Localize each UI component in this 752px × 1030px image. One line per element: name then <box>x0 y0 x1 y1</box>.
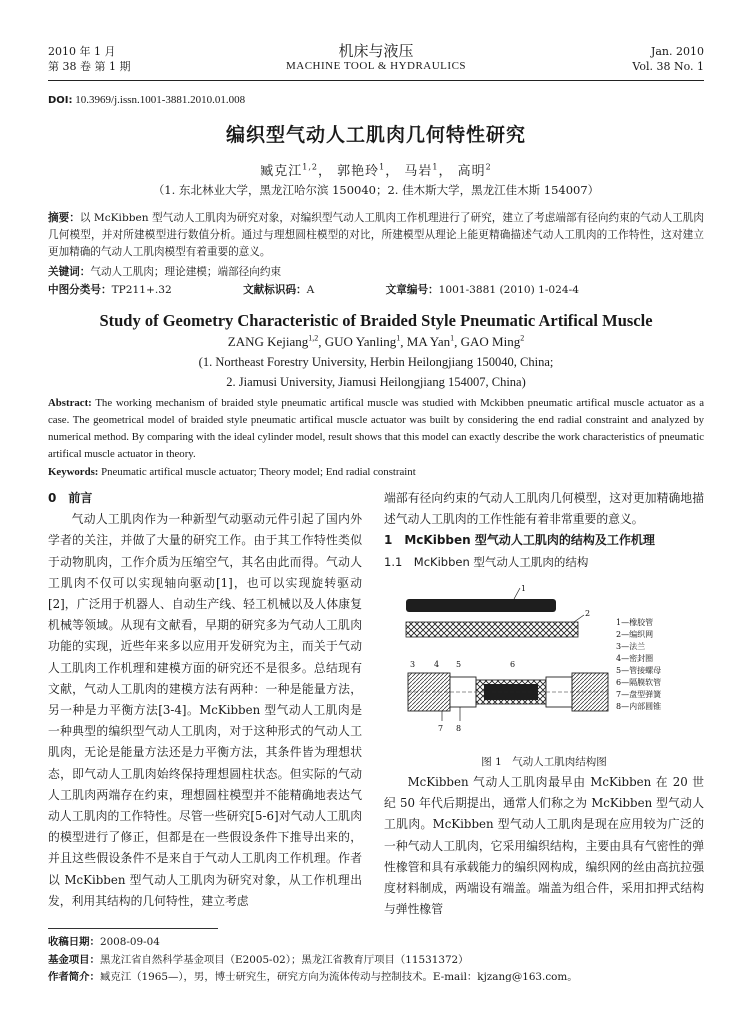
abstract-cn-label: 摘要： <box>48 212 80 224</box>
legend-item: 7—盘型弹簧 <box>616 690 662 699</box>
legend-item: 2—编织网 <box>616 630 654 639</box>
section-0-paragraph: 气动人工肌肉作为一种新型气动驱动元件引起了国内外学者的关注，并做了大量的研究工作。由于其工作特性类似于动物肌肉，工作介质为压缩空气，其名由此而得。气动人工肌肉不仅可以实现轴向驱动[1]，也可以实现旋转驱动[2]，广泛用于机器人、自动生产线、轻工机械以及人体康复机械等领域。从现有文献看，早期的研究多为气动人工肌肉功能的实现，近些年来多以应用开发研究为主，而关于气动人工肌肉工作机理和建模方面的研究还不是很多。总结现有文献，气动人工肌肉的建模方法有两种：一种是能量方法，另一种是力平衡方法[3-4]。McKibben 型气动人工肌肉是一种典型的编织型气动人工肌肉，对于这种形式的气动人工肌肉，无论是能量方法还是力平衡方法，其条件皆为理想状态，即气动人工肌肉始终保持理想圆柱状态。但实际的气动人工肌肉两端存在约束，理想圆柱模型并不能精确地表达气动人工肌肉的工作特性。尽管一些研究[5-6]对气动人工肌肉的模型进行了修正，但都是在一些假设条件下推导出来的，并且这些假设条件不是来自于气动人工肌肉工作机理。作者以 McKibben 型气动人工肌肉为研究对象，从工作机理出发，利用其结构的几何特性，建立考虑 <box>48 512 362 908</box>
author-cn: 高明$^2$ <box>457 162 492 179</box>
callout-4: 4 <box>434 660 440 669</box>
callout-2: 2 <box>585 609 591 618</box>
footnote-rule <box>48 928 218 929</box>
figure-1-caption: 图 1 气动人工肌肉结构图 <box>481 756 607 768</box>
abstract-cn <box>48 210 704 261</box>
author-en: GAO Ming$^2$ <box>460 334 525 350</box>
legend-item: 5—管接螺母 <box>616 666 662 675</box>
section-0-heading: 0 前言 <box>48 491 93 505</box>
author-cn: 郭艳玲$^1$ <box>337 162 386 179</box>
journal-name-cn: 机床与液压 <box>338 42 414 60</box>
callout-3: 3 <box>410 660 416 669</box>
author-cn: 马岩$^1$ <box>404 162 439 179</box>
assembled-muscle-drawing <box>408 673 608 711</box>
article-number: 文章编号：1001-3881 (2010) 1-024-4 <box>385 284 579 296</box>
header-rule <box>48 80 704 81</box>
keywords-cn <box>48 264 281 279</box>
issue-date-cn: 2010 年 1 月 <box>48 45 116 58</box>
section-1-1-paragraph: McKibben 气动人工肌肉最早由 McKibben 在 20 世纪 50 年代后期提出，通常人们称之为 McKibben 型气动人工肌肉。McKibben 型气动人工肌肉是现在应用较为广泛的一种气动人工肌肉，它采用编织结构，主要由具有气密性的弹性橡管和具有承载能力的编织网构成，编织网的丝由高抗拉强度材料制成，两端设有端盖。端盖为组合件，采用扣押式结构与弹性橡管 <box>384 775 704 917</box>
author-en: ZANG Kejiang$^{1,2}$ <box>227 334 319 350</box>
journal-name-en: MACHINE TOOL & HYDRAULICS <box>285 60 467 72</box>
figure-1-muscle-structure <box>384 585 704 760</box>
volume-issue-en: Vol. 38 No. 1 <box>632 60 704 73</box>
abstract-cn-text: 以 McKibben 型气动人工肌肉为研究对象，对编织型气动人工肌肉工作机理进行了研究，建立了考虑端部有径向约束的气动人工肌肉几何模型，并对所建模型进行数值分析。通过与理想圆柱模型的对比，所建模型从理论上能更精确描述气动人工肌肉的工作特性，这对建立更加精确的气动人工肌肉模型有着重要的意义。 <box>48 212 705 258</box>
abstract-en <box>48 395 704 463</box>
keywords-en-label: Keywords: <box>48 466 99 478</box>
legend-item: 6—隔膜软管 <box>616 678 662 687</box>
author-en: MA Yan$^1$ <box>406 334 455 350</box>
fund-project: 基金项目：黑龙江省自然科学基金项目（E2005-02）；黑龙江省教育厅项目（11531372） <box>48 953 469 966</box>
keywords-cn-text: 气动人工肌肉；理论建模；端部径向约束 <box>90 266 282 278</box>
author-bio: 作者简介：臧克江（1965—），男，博士研究生，研究方向为流体传动与控制技术。E-mail：kjzang@163.com。 <box>48 971 578 983</box>
callout-8: 8 <box>456 724 462 733</box>
volume-issue-cn: 第 38 卷 第 1 期 <box>48 60 131 73</box>
keywords-en-text: Pneumatic artifical muscle actuator; Theory model; End radial constraint <box>101 466 416 478</box>
callout-7: 7 <box>438 724 444 733</box>
running-header-right <box>632 44 704 74</box>
document-code: 文献标识码：A <box>243 284 315 296</box>
body-column-right-lower <box>384 772 704 920</box>
doi-value: 10.3969/j.issn.1001-3881.2010.01.008 <box>75 94 246 106</box>
affiliation-en <box>0 352 752 392</box>
authors-cn: 臧克江$^{1,2}$， 郭艳玲$^1$， 马岩$^1$， 高明$^2$ <box>260 162 492 179</box>
affiliation-cn: （1. 东北林业大学，黑龙江哈尔滨 150040；2. 佳木斯大学，黑龙江佳木斯 154007） <box>152 183 600 197</box>
legend-item: 3—法兰 <box>616 642 646 651</box>
section-1-1-heading: 1.1 McKibben 型气动人工肌肉的结构 <box>384 554 589 569</box>
braided-mesh-drawing <box>406 622 578 637</box>
paper-title-en: Study of Geometry Characteristic of Braided Style Pneumatic Artifical Muscle <box>99 311 653 330</box>
abstract-en-text: The working mechanism of braided style pneumatic artifical muscle was studied with Mckibben pneumatic artifical muscle actuator as a case. The geometrical model of braided style pneumatic artifical muscle actuator was built by considering the end radial constraint and analyzed by numerical method. By comparing with the ideal cylinder model, result shows that this model can exactly describe the work characteristics of pneumatic artifical muscle actuator in theory. <box>48 397 704 460</box>
section-1-heading: 1 McKibben 型气动人工肌肉的结构及工作机理 <box>384 533 655 548</box>
authors-en: ZANG Kejiang$^{1,2}$, GUO Yanling$^1$, MA Yan$^1$, GAO Ming$^2$ <box>227 334 525 350</box>
affiliation-en-line2: 2. Jiamusi University, Jiamusi Heilongjiang 154007, China) <box>226 375 526 389</box>
legend-item: 8—内部圆锥 <box>616 702 662 711</box>
callout-6: 6 <box>510 660 516 669</box>
paper-title-cn: 编织型气动人工肌肉几何特性研究 <box>225 124 526 146</box>
issue-date-en: Jan. 2010 <box>650 45 704 58</box>
keywords-cn-label: 关键词： <box>48 266 91 278</box>
classification-line <box>48 282 704 297</box>
legend-item: 1—橡胶管 <box>616 618 654 627</box>
callout-1: 1 <box>521 585 527 593</box>
doi-label: DOI: <box>48 95 73 106</box>
rubber-tube-drawing <box>406 599 556 612</box>
affiliation-en-line1: (1. Northeast Forestry University, Herbin Heilongjiang 150040, China; <box>198 355 554 369</box>
author-en: GUO Yanling$^1$ <box>324 334 401 350</box>
clc-number: 中图分类号：TP211+.32 <box>48 284 172 296</box>
callout-5: 5 <box>456 660 462 669</box>
figure-legend <box>616 617 662 711</box>
abstract-en-label: Abstract: <box>48 397 92 409</box>
body-column-left <box>48 488 362 912</box>
continued-paragraph: 端部有径向约束的气动人工肌肉几何模型，这对更加精确地描述气动人工肌肉的工作性能有着非常重要的意义。 <box>384 491 704 527</box>
received-date: 收稿日期：2008-09-04 <box>48 936 160 948</box>
body-column-right <box>384 488 704 573</box>
legend-item: 4—密封圈 <box>616 654 654 663</box>
author-cn: 臧克江$^{1,2}$ <box>260 162 318 179</box>
doi-line <box>48 94 245 106</box>
footnotes <box>48 934 578 987</box>
keywords-en <box>48 466 416 478</box>
